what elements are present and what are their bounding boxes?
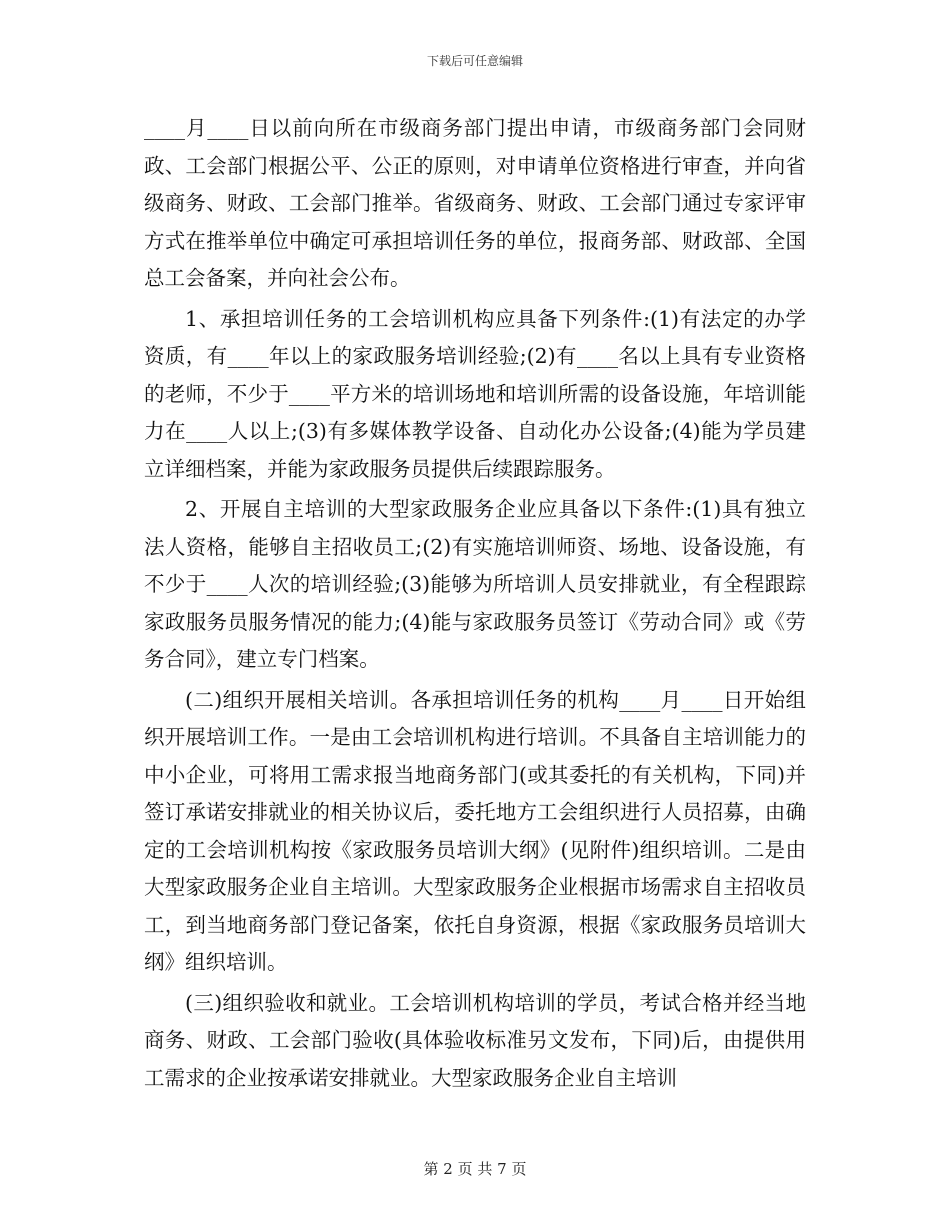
- paragraph-acceptance-employment: (三)组织验收和就业。工会培训机构培训的学员，考试合格并经当地商务、财政、工会部门验收(具体验收标准另文发布，下同)后，由提供用工需求的企业按承诺安排就业。大型家政服务企业自主培训: [144, 990, 806, 1090]
- paragraph-enterprise-conditions: 2、开展自主培训的大型家政服务企业应具备以下条件:(1)具有独立法人资格，能够自主招收员工;(2)有实施培训师资、场地、设备设施，有不少于____人次的培训经验;(3)能够为所培训人员安排就业，有全程跟踪家政服务员服务情况的能力;(4)能与家政服务员签订《劳动合同》或《劳务合同》，建立专门档案。: [144, 497, 806, 671]
- paragraph-union-institution-conditions: 1、承担培训任务的工会培训机构应具备下列条件:(1)有法定的办学资质，有____年以上的家政服务培训经验;(2)有____名以上具有专业资格的老师，不少于____平方米的培训场地和培训所需的设备设施，年培训能力在____人以上;(3)有多媒体教学设备、自动化办公设备;(4)能为学员建立详细档案，并能为家政服务员提供后续跟踪服务。: [144, 306, 806, 481]
- paragraph-application: ____月____日以前向所在市级商务部门提出申请，市级商务部门会同财政、工会部门根据公平、公正的原则，对申请单位资格进行审查，并向省级商务、财政、工会部门推举。省级商务、财政、工会部门通过专家评审方式在推举单位中确定可承担培训任务的单位，报商务部、财政部、全国总工会备案，并向社会公布。: [144, 116, 806, 290]
- page-header-note: 下载后可任意编辑: [426, 54, 523, 68]
- page-number: 第 2 页 共 7 页: [423, 1160, 527, 1178]
- document-body: [144, 110, 806, 1097]
- paragraph-organize-training: (二)组织开展相关培训。各承担培训任务的机构____月____日开始组织开展培训工作。一是由工会培训机构进行培训。不具备自主培训能力的中小企业，可将用工需求报当地商务部门(或其委托的有关机构，下同)并签订承诺安排就业的相关协议后，委托地方工会组织进行人员招募，由确定的工会培训机构按《家政服务员培训大纲》(见附件)组织培训。二是由大型家政服务企业自主培训。大型家政服务企业根据市场需求自主招收员工，到当地商务部门登记备案，依托自身资源，根据《家政服务员培训大纲》组织培训。: [144, 687, 806, 974]
